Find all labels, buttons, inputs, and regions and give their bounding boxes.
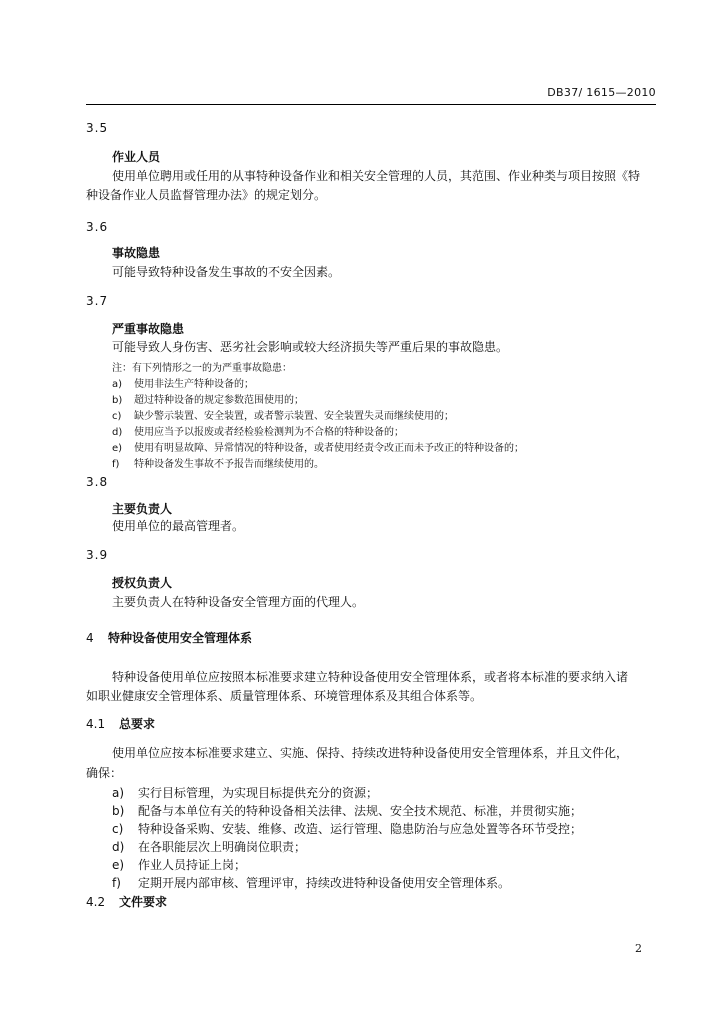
term-3-5: 作业人员 <box>112 150 161 164</box>
document-code: DB37/ 1615—2010 <box>547 86 656 99</box>
clause-number-3-9: 3.9 <box>86 548 109 562</box>
clause-number-3-5: 3.5 <box>86 121 109 135</box>
list-item: a) 实行目标管理，为实现目标提供充分的资源； <box>112 786 379 800</box>
section-heading-4-2: 4.2 文件要求 <box>86 895 168 909</box>
term-3-9: 授权负责人 <box>112 576 173 590</box>
definition-3-5-line-1: 使用单位聘用或任用的从事特种设备作业和相关安全管理的人员，其范围、作业种类与项目按照《特 <box>112 169 641 183</box>
note-3-7: 注：有下列情形之一的为严重事故隐患： <box>112 363 292 374</box>
definition-3-9: 主要负责人在特种设备安全管理方面的代理人。 <box>112 595 365 609</box>
list-item: b) 超过特种设备的规定参数范围使用的； <box>112 395 304 406</box>
definition-3-7: 可能导致人身伤害、恶劣社会影响或较大经济损失等严重后果的事故隐患。 <box>112 340 509 354</box>
list-item: d) 使用应当予以报废或者经检验检测判为不合格的特种设备的； <box>112 427 404 438</box>
list-item: a) 使用非法生产特种设备的； <box>112 379 254 390</box>
header-rule <box>86 104 656 105</box>
definition-3-5-line-2: 种设备作业人员监督管理办法》的规定划分。 <box>86 188 327 202</box>
term-3-8: 主要负责人 <box>112 502 173 516</box>
section-4-1-paragraph-line-2: 确保： <box>86 766 123 780</box>
clause-number-3-6: 3.6 <box>86 220 109 234</box>
list-item: b) 配备与本单位有关的特种设备相关法律、法规、安全技术规范、标准，并贯彻实施； <box>112 804 583 818</box>
section-heading-4-1: 4.1 总要求 <box>86 717 156 731</box>
clause-number-3-7: 3.7 <box>86 294 109 308</box>
definition-3-6: 可能导致特种设备发生事故的不安全因素。 <box>112 265 341 279</box>
section-4-paragraph-line-2: 如职业健康安全管理体系、质量管理体系、环境管理体系及其组合体系等。 <box>86 689 483 703</box>
definition-3-8: 使用单位的最高管理者。 <box>112 519 245 533</box>
list-item: e) 使用有明显故障、异常情况的特种设备，或者使用经责令改正而未予改正的特种设备的； <box>112 443 524 454</box>
term-3-7: 严重事故隐患 <box>112 322 185 336</box>
list-item: e) 作业人员持证上岗； <box>112 858 247 872</box>
page-number: 2 <box>635 942 642 955</box>
section-4-paragraph-line-1: 特种设备使用单位应按照本标准要求建立特种设备使用安全管理体系，或者将本标准的要求纳入诸 <box>112 670 629 684</box>
list-item: c) 特种设备采购、安装、维修、改造、运行管理、隐患防治与应急处置等各环节受控； <box>112 822 583 836</box>
term-3-6: 事故隐患 <box>112 246 161 260</box>
clause-number-3-8: 3.8 <box>86 475 109 489</box>
list-item: f) 特种设备发生事故不予报告而继续使用的。 <box>112 459 324 470</box>
section-heading-4: 4 特种设备使用安全管理体系 <box>86 631 253 645</box>
list-item: d) 在各职能层次上明确岗位职责； <box>112 840 307 854</box>
section-4-1-paragraph-line-1: 使用单位应按本标准要求建立、实施、保持、持续改进特种设备使用安全管理体系，并且文件化， <box>112 746 629 760</box>
list-item: c) 缺少警示装置、安全装置，或者警示装置、安全装置失灵而继续使用的； <box>112 411 454 422</box>
list-item: f) 定期开展内部审核、管理评审，持续改进特种设备使用安全管理体系。 <box>112 876 511 890</box>
